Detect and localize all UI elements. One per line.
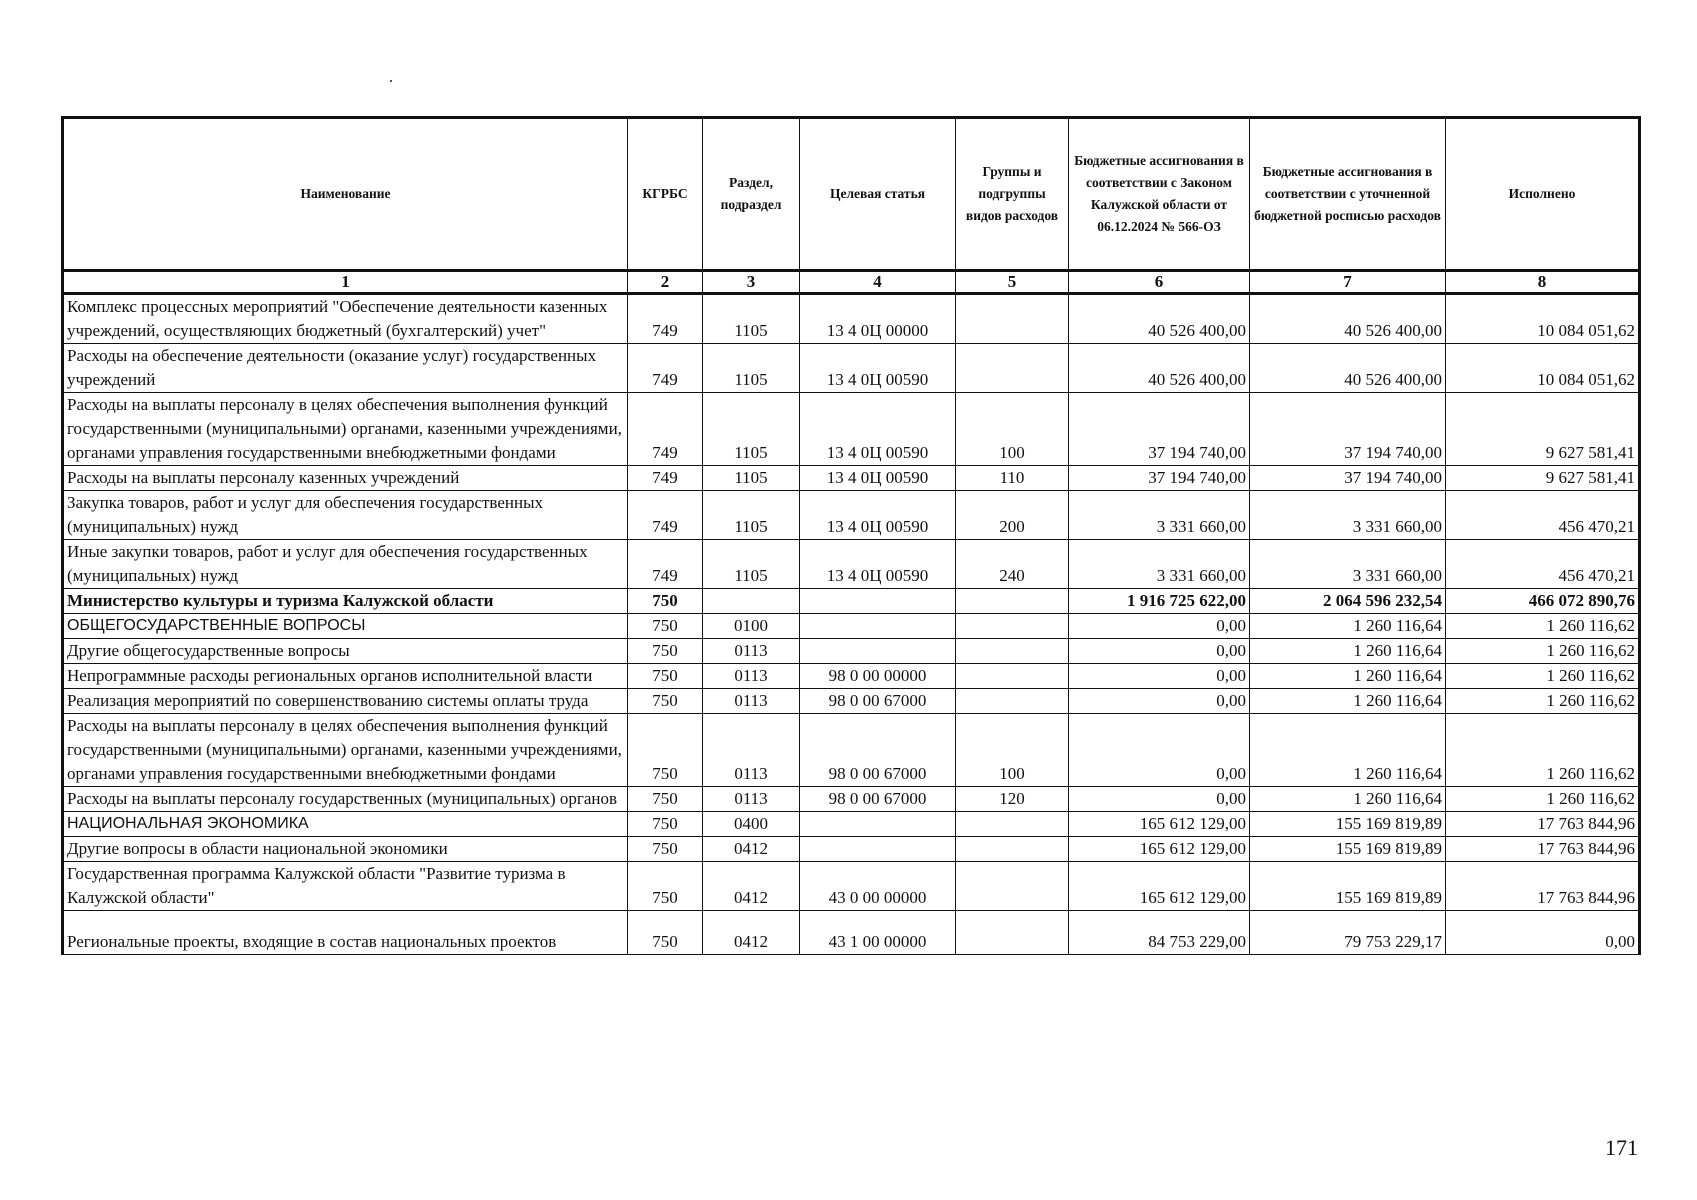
row-section: 1105 bbox=[703, 466, 800, 491]
row-roster-amount: 37 194 740,00 bbox=[1250, 393, 1446, 466]
row-law-amount: 0,00 bbox=[1069, 787, 1250, 812]
row-section: 0412 bbox=[703, 862, 800, 911]
row-law-amount: 3 331 660,00 bbox=[1069, 491, 1250, 540]
row-target-article: 98 0 00 67000 bbox=[800, 714, 956, 787]
row-kgrbs: 749 bbox=[628, 491, 703, 540]
row-executed-amount: 456 470,21 bbox=[1446, 491, 1640, 540]
row-roster-amount: 1 260 116,64 bbox=[1250, 664, 1446, 689]
row-expense-group bbox=[956, 837, 1069, 862]
row-expense-group: 120 bbox=[956, 787, 1069, 812]
row-executed-amount: 1 260 116,62 bbox=[1446, 689, 1640, 714]
row-name: НАЦИОНАЛЬНАЯ ЭКОНОМИКА bbox=[63, 812, 628, 837]
row-executed-amount: 17 763 844,96 bbox=[1446, 862, 1640, 911]
row-law-amount: 165 612 129,00 bbox=[1069, 837, 1250, 862]
row-roster-amount: 2 064 596 232,54 bbox=[1250, 589, 1446, 614]
row-kgrbs: 749 bbox=[628, 540, 703, 589]
row-target-article bbox=[800, 639, 956, 664]
row-expense-group bbox=[956, 911, 1069, 955]
row-name: Расходы на выплаты персоналу в целях обеспечения выполнения функций государственными (муниципальными) органами, казенными учреждениями, органами управления государственными внебюджетными фондами bbox=[63, 393, 628, 466]
row-section: 0100 bbox=[703, 614, 800, 639]
table-row bbox=[63, 614, 1640, 639]
column-number: 5 bbox=[956, 271, 1069, 294]
row-expense-group: 100 bbox=[956, 714, 1069, 787]
row-law-amount: 84 753 229,00 bbox=[1069, 911, 1250, 955]
header-kgrbs: КГРБС bbox=[628, 118, 703, 271]
row-name: Непрограммные расходы региональных органов исполнительной власти bbox=[63, 664, 628, 689]
header-roster-allocations: Бюджетные ассигнования в соответствии с уточненной бюджетной росписью расходов bbox=[1250, 118, 1446, 271]
row-expense-group bbox=[956, 812, 1069, 837]
row-law-amount: 165 612 129,00 bbox=[1069, 812, 1250, 837]
row-roster-amount: 1 260 116,64 bbox=[1250, 787, 1446, 812]
row-law-amount: 0,00 bbox=[1069, 639, 1250, 664]
row-target-article bbox=[800, 589, 956, 614]
row-kgrbs: 750 bbox=[628, 714, 703, 787]
row-executed-amount: 1 260 116,62 bbox=[1446, 664, 1640, 689]
row-section: 1105 bbox=[703, 491, 800, 540]
table-row bbox=[63, 294, 1640, 344]
header-target-article: Целевая статья bbox=[800, 118, 956, 271]
header-law-allocations: Бюджетные ассигнования в соответствии с Законом Калужской области от 06.12.2024 № 566-ОЗ bbox=[1069, 118, 1250, 271]
row-name: Другие вопросы в области национальной экономики bbox=[63, 837, 628, 862]
row-law-amount: 3 331 660,00 bbox=[1069, 540, 1250, 589]
row-executed-amount: 10 084 051,62 bbox=[1446, 344, 1640, 393]
row-expense-group bbox=[956, 689, 1069, 714]
row-kgrbs: 750 bbox=[628, 787, 703, 812]
row-expense-group bbox=[956, 664, 1069, 689]
table-row bbox=[63, 466, 1640, 491]
table-row bbox=[63, 862, 1640, 911]
row-expense-group: 240 bbox=[956, 540, 1069, 589]
row-expense-group bbox=[956, 589, 1069, 614]
row-kgrbs: 750 bbox=[628, 614, 703, 639]
row-executed-amount: 17 763 844,96 bbox=[1446, 812, 1640, 837]
row-target-article: 98 0 00 67000 bbox=[800, 689, 956, 714]
row-roster-amount: 3 331 660,00 bbox=[1250, 491, 1446, 540]
row-name: Расходы на выплаты персоналу государственных (муниципальных) органов bbox=[63, 787, 628, 812]
table-row bbox=[63, 540, 1640, 589]
row-executed-amount: 1 260 116,62 bbox=[1446, 614, 1640, 639]
row-name: Государственная программа Калужской области "Развитие туризма в Калужской области" bbox=[63, 862, 628, 911]
row-executed-amount: 1 260 116,62 bbox=[1446, 714, 1640, 787]
row-roster-amount: 1 260 116,64 bbox=[1250, 714, 1446, 787]
row-target-article: 98 0 00 67000 bbox=[800, 787, 956, 812]
column-number: 8 bbox=[1446, 271, 1640, 294]
table-row bbox=[63, 689, 1640, 714]
header-executed: Исполнено bbox=[1446, 118, 1640, 271]
row-kgrbs: 750 bbox=[628, 862, 703, 911]
row-section: 0113 bbox=[703, 639, 800, 664]
row-kgrbs: 749 bbox=[628, 344, 703, 393]
row-law-amount: 1 916 725 622,00 bbox=[1069, 589, 1250, 614]
row-section: 1105 bbox=[703, 393, 800, 466]
row-roster-amount: 1 260 116,64 bbox=[1250, 639, 1446, 664]
table-row bbox=[63, 714, 1640, 787]
page-number: 171 bbox=[1605, 1135, 1638, 1160]
column-number: 3 bbox=[703, 271, 800, 294]
row-name: Расходы на обеспечение деятельности (оказание услуг) государственных учреждений bbox=[63, 344, 628, 393]
table-row bbox=[63, 664, 1640, 689]
row-target-article bbox=[800, 614, 956, 639]
header-name: Наименование bbox=[63, 118, 628, 271]
row-kgrbs: 750 bbox=[628, 689, 703, 714]
row-kgrbs: 750 bbox=[628, 639, 703, 664]
row-section: 0113 bbox=[703, 787, 800, 812]
row-kgrbs: 750 bbox=[628, 589, 703, 614]
row-expense-group bbox=[956, 614, 1069, 639]
header-section: Раздел, подраздел bbox=[703, 118, 800, 271]
table-header-row bbox=[63, 118, 1640, 271]
table-row bbox=[63, 812, 1640, 837]
row-roster-amount: 1 260 116,64 bbox=[1250, 614, 1446, 639]
row-expense-group bbox=[956, 294, 1069, 344]
row-name: Расходы на выплаты персоналу казенных учреждений bbox=[63, 466, 628, 491]
row-target-article: 43 1 00 00000 bbox=[800, 911, 956, 955]
row-expense-group: 110 bbox=[956, 466, 1069, 491]
column-number: 4 bbox=[800, 271, 956, 294]
row-target-article bbox=[800, 837, 956, 862]
row-roster-amount: 1 260 116,64 bbox=[1250, 689, 1446, 714]
row-name: Иные закупки товаров, работ и услуг для обеспечения государственных (муниципальных) нужд bbox=[63, 540, 628, 589]
row-kgrbs: 749 bbox=[628, 393, 703, 466]
row-executed-amount: 9 627 581,41 bbox=[1446, 393, 1640, 466]
column-number: 2 bbox=[628, 271, 703, 294]
table-row bbox=[63, 589, 1640, 614]
row-executed-amount: 1 260 116,62 bbox=[1446, 639, 1640, 664]
row-roster-amount: 37 194 740,00 bbox=[1250, 466, 1446, 491]
row-roster-amount: 155 169 819,89 bbox=[1250, 812, 1446, 837]
row-kgrbs: 750 bbox=[628, 664, 703, 689]
row-law-amount: 37 194 740,00 bbox=[1069, 466, 1250, 491]
row-target-article: 13 4 0Ц 00590 bbox=[800, 344, 956, 393]
row-target-article: 13 4 0Ц 00590 bbox=[800, 491, 956, 540]
row-law-amount: 40 526 400,00 bbox=[1069, 294, 1250, 344]
column-number: 6 bbox=[1069, 271, 1250, 294]
row-law-amount: 0,00 bbox=[1069, 614, 1250, 639]
row-kgrbs: 750 bbox=[628, 911, 703, 955]
table-row bbox=[63, 837, 1640, 862]
row-roster-amount: 40 526 400,00 bbox=[1250, 344, 1446, 393]
row-law-amount: 0,00 bbox=[1069, 689, 1250, 714]
column-number: 1 bbox=[63, 271, 628, 294]
row-section: 1105 bbox=[703, 294, 800, 344]
row-roster-amount: 3 331 660,00 bbox=[1250, 540, 1446, 589]
table-row bbox=[63, 393, 1640, 466]
row-kgrbs: 750 bbox=[628, 812, 703, 837]
table-body bbox=[63, 294, 1640, 955]
row-name: Расходы на выплаты персоналу в целях обеспечения выполнения функций государственными (муниципальными) органами, казенными учреждениями, органами управления государственными внебюджетными фондами bbox=[63, 714, 628, 787]
row-section: 0400 bbox=[703, 812, 800, 837]
table-row bbox=[63, 911, 1640, 955]
row-name: Закупка товаров, работ и услуг для обеспечения государственных (муниципальных) нужд bbox=[63, 491, 628, 540]
row-executed-amount: 9 627 581,41 bbox=[1446, 466, 1640, 491]
row-target-article: 13 4 0Ц 00590 bbox=[800, 393, 956, 466]
row-target-article: 43 0 00 00000 bbox=[800, 862, 956, 911]
row-executed-amount: 0,00 bbox=[1446, 911, 1640, 955]
row-executed-amount: 456 470,21 bbox=[1446, 540, 1640, 589]
table-row bbox=[63, 344, 1640, 393]
row-expense-group bbox=[956, 344, 1069, 393]
header-expense-groups: Группы и подгруппы видов расходов bbox=[956, 118, 1069, 271]
row-target-article: 13 4 0Ц 00000 bbox=[800, 294, 956, 344]
row-section: 0113 bbox=[703, 689, 800, 714]
row-kgrbs: 749 bbox=[628, 294, 703, 344]
row-section: 1105 bbox=[703, 540, 800, 589]
row-kgrbs: 749 bbox=[628, 466, 703, 491]
row-name: Комплекс процессных мероприятий "Обеспечение деятельности казенных учреждений, осуществляющих бюджетный (бухгалтерский) учет" bbox=[63, 294, 628, 344]
row-target-article bbox=[800, 812, 956, 837]
row-target-article: 98 0 00 00000 bbox=[800, 664, 956, 689]
row-kgrbs: 750 bbox=[628, 837, 703, 862]
row-target-article: 13 4 0Ц 00590 bbox=[800, 540, 956, 589]
budget-table bbox=[61, 116, 1641, 955]
scan-speck bbox=[390, 80, 392, 82]
row-expense-group: 200 bbox=[956, 491, 1069, 540]
row-name: Другие общегосударственные вопросы bbox=[63, 639, 628, 664]
row-roster-amount: 79 753 229,17 bbox=[1250, 911, 1446, 955]
table-row bbox=[63, 639, 1640, 664]
row-expense-group bbox=[956, 862, 1069, 911]
row-name: Реализация мероприятий по совершенствованию системы оплаты труда bbox=[63, 689, 628, 714]
row-executed-amount: 17 763 844,96 bbox=[1446, 837, 1640, 862]
row-law-amount: 37 194 740,00 bbox=[1069, 393, 1250, 466]
row-section: 0412 bbox=[703, 837, 800, 862]
column-number: 7 bbox=[1250, 271, 1446, 294]
row-law-amount: 0,00 bbox=[1069, 714, 1250, 787]
row-name: ОБЩЕГОСУДАРСТВЕННЫЕ ВОПРОСЫ bbox=[63, 614, 628, 639]
row-law-amount: 40 526 400,00 bbox=[1069, 344, 1250, 393]
row-section: 1105 bbox=[703, 344, 800, 393]
table-row bbox=[63, 491, 1640, 540]
row-expense-group bbox=[956, 639, 1069, 664]
table-row bbox=[63, 787, 1640, 812]
row-section: 0412 bbox=[703, 911, 800, 955]
row-law-amount: 0,00 bbox=[1069, 664, 1250, 689]
row-section: 0113 bbox=[703, 714, 800, 787]
row-expense-group: 100 bbox=[956, 393, 1069, 466]
row-target-article: 13 4 0Ц 00590 bbox=[800, 466, 956, 491]
row-executed-amount: 1 260 116,62 bbox=[1446, 787, 1640, 812]
row-name: Региональные проекты, входящие в состав национальных проектов bbox=[63, 911, 628, 955]
row-executed-amount: 10 084 051,62 bbox=[1446, 294, 1640, 344]
row-name: Министерство культуры и туризма Калужской области bbox=[63, 589, 628, 614]
row-roster-amount: 155 169 819,89 bbox=[1250, 862, 1446, 911]
row-roster-amount: 40 526 400,00 bbox=[1250, 294, 1446, 344]
row-executed-amount: 466 072 890,76 bbox=[1446, 589, 1640, 614]
row-law-amount: 165 612 129,00 bbox=[1069, 862, 1250, 911]
row-section bbox=[703, 589, 800, 614]
row-roster-amount: 155 169 819,89 bbox=[1250, 837, 1446, 862]
row-section: 0113 bbox=[703, 664, 800, 689]
column-number-row bbox=[63, 271, 1640, 294]
